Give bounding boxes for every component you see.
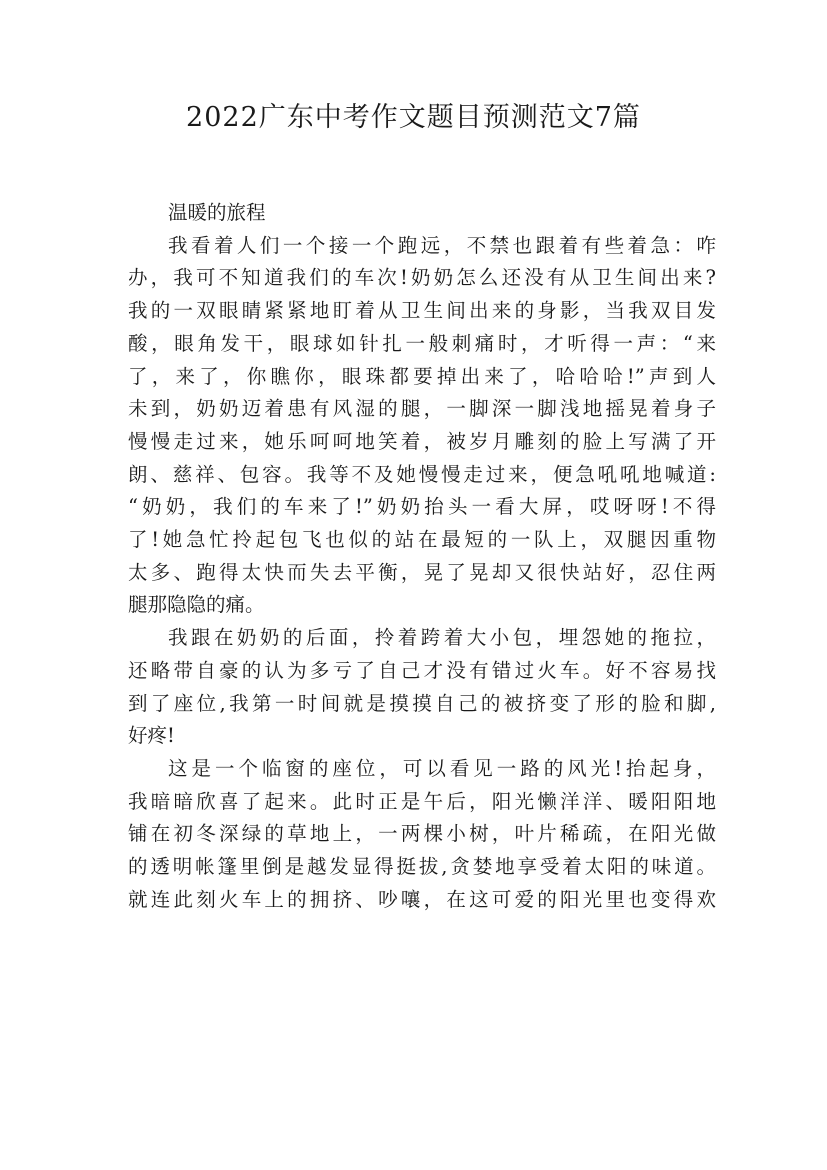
paragraph-line: 温暖的旅程 xyxy=(168,201,266,224)
paragraph-line: 这是一个临窗的座位，可以看见一路的风光!抬起身， xyxy=(168,756,716,780)
paragraph-line: 还略带自豪的认为多亏了自己才没有错过火车。好不容易找 xyxy=(128,658,716,682)
paragraph-line: 我暗暗欣喜了起来。此时正是午后，阳光懒洋洋、暖阳阳地 xyxy=(128,789,716,813)
paragraph-line: 我的一双眼睛紧紧地盯着从卫生间出来的身影，当我双目发 xyxy=(128,299,716,323)
paragraph-line: 就连此刻火车上的拥挤、吵嚷，在这可爱的阳光里也变得欢 xyxy=(128,887,716,911)
paragraph-line: 好疼! xyxy=(128,724,175,748)
paragraph-line: 了，来了，你瞧你，眼珠都要掉出来了，哈哈哈!”声到人 xyxy=(128,364,716,388)
paragraph-line: 慢慢走过来，她乐呵呵地笑着，被岁月雕刻的脸上写满了开 xyxy=(128,429,716,453)
paragraph-line: 朗、慈祥、包容。我等不及她慢慢走过来，便急吼吼地喊道: xyxy=(128,462,716,486)
paragraph-line: 了!她急忙拎起包飞也似的站在最短的一队上，双腿因重物 xyxy=(128,528,716,551)
paragraph-line: 太多、跑得太快而失去平衡，晃了晃却又很快站好，忍住两 xyxy=(128,560,716,584)
paragraph-line: “奶奶，我们的车来了!”奶奶抬头一看大屏，哎呀呀!不得 xyxy=(128,495,716,519)
paragraph-line: 办，我可不知道我们的车次!奶奶怎么还没有从卫生间出来? xyxy=(128,266,716,290)
paragraph-line: 的透明帐篷里倒是越发显得挺拔,贪婪地享受着太阳的味道。 xyxy=(128,855,716,878)
paragraph-line: 酸，眼角发干，眼球如针扎一般刺痛时，才听得一声：“来 xyxy=(128,331,716,355)
paragraph-line: 腿那隐隐的痛。 xyxy=(128,593,265,617)
paragraph-line: 到了座位,我第一时间就是摸摸自己的被挤变了形的脸和脚, xyxy=(128,691,716,715)
paragraph-line: 未到，奶奶迈着患有风湿的腿，一脚深一脚浅地摇晃着身子 xyxy=(128,397,716,421)
document-title: 2022广东中考作文题目预测范文7篇 xyxy=(186,102,641,133)
paragraph-line: 我看着人们一个接一个跑远，不禁也跟着有些着急：咋 xyxy=(168,233,716,257)
paragraph-line: 铺在初冬深绿的草地上，一两棵小树，叶片稀疏，在阳光做 xyxy=(128,822,716,846)
paragraph-line: 我跟在奶奶的后面，拎着跨着大小包，埋怨她的拖拉， xyxy=(168,626,716,650)
